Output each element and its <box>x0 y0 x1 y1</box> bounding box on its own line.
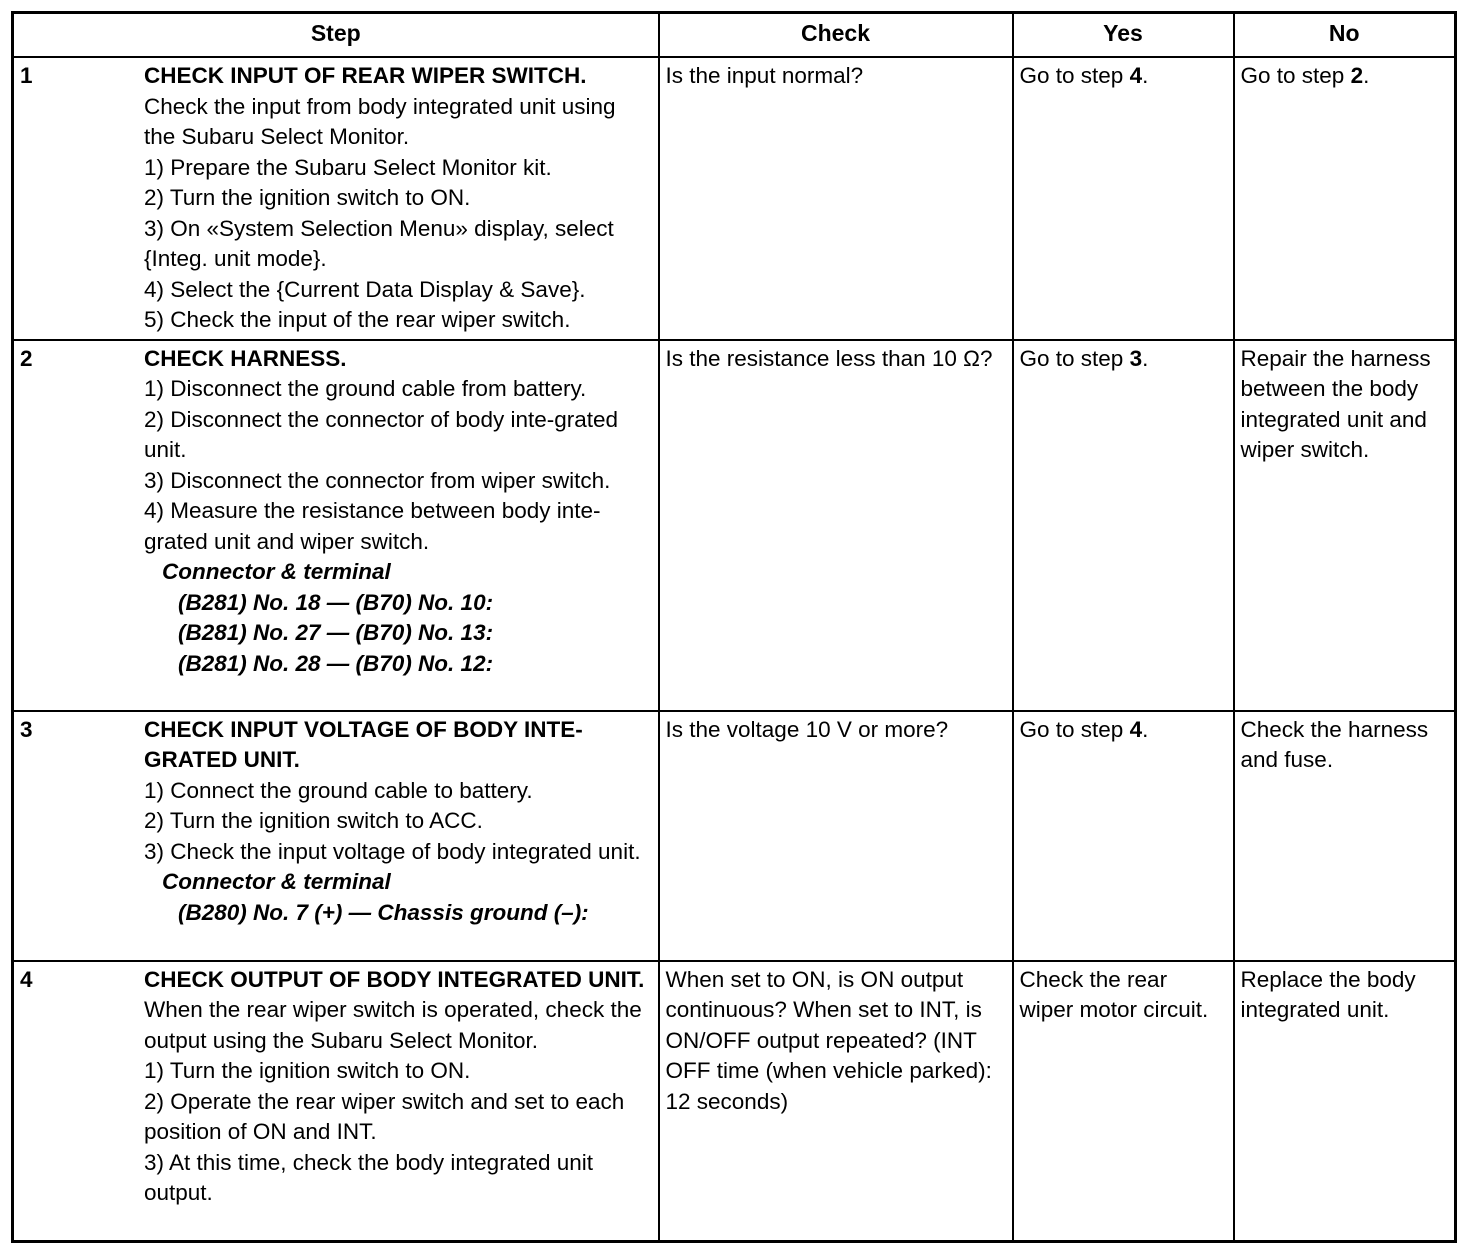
table-row <box>13 57 1456 340</box>
step-title: CHECK INPUT VOLTAGE OF BODY INTE-GRATED UNIT. <box>144 716 583 772</box>
connector-terminal-value: (B281) No. 18 — (B70) No. 10: <box>178 589 494 615</box>
table-row <box>13 961 1456 1242</box>
yes-prefix: Go to step <box>1019 716 1130 742</box>
step-instruction: 2) Turn the ignition switch to ON. <box>144 185 471 210</box>
step-number: 4 <box>20 966 33 992</box>
yes-cell <box>1013 711 1234 961</box>
step-instruction: 4) Measure the resistance between body inte-grated unit and wiper switch. <box>144 498 601 554</box>
connector-terminal-value: (B281) No. 28 — (B70) No. 12: <box>178 650 494 676</box>
step-instruction: 1) Prepare the Subaru Select Monitor kit. <box>144 154 552 180</box>
no-cell: Replace the body integrated unit. <box>1234 961 1456 1242</box>
step-instruction: 1) Connect the ground cable to battery. <box>144 777 533 803</box>
connector-terminal-value: (B280) No. 7 (+) — Chassis ground (–): <box>178 899 589 925</box>
step-cell <box>13 340 659 711</box>
connector-terminal-value: (B281) No. 27 — (B70) No. 13: <box>178 620 494 645</box>
step-instruction: 3) On «System Selection Menu» display, select {Integ. unit mode}. <box>144 215 614 271</box>
step-cell <box>13 961 659 1242</box>
step-number: 3 <box>20 716 33 742</box>
step-instruction: 3) Check the input voltage of body integrated unit. <box>144 838 641 864</box>
step-instruction: When the rear wiper switch is operated, check the output using the Subaru Select Monitor. <box>144 997 642 1053</box>
no-suffix: . <box>1363 63 1370 88</box>
no-step-ref: 2 <box>1350 63 1364 88</box>
check-cell: Is the resistance less than 10 Ω? <box>659 340 1013 711</box>
header-check: Check <box>659 13 1013 58</box>
step-instruction: 1) Disconnect the ground cable from battery. <box>144 376 587 401</box>
yes-suffix: . <box>1142 63 1149 88</box>
yes-prefix: Go to step <box>1019 345 1130 371</box>
step-instruction: 5) Check the input of the rear wiper switch. <box>144 307 571 332</box>
step-instruction: 3) Disconnect the connector from wiper switch. <box>144 467 611 493</box>
connector-terminal-label: Connector & terminal <box>162 869 391 894</box>
yes-prefix: Go to step <box>1019 63 1130 88</box>
step-instruction: 2) Operate the rear wiper switch and set to each position of ON and INT. <box>144 1088 625 1144</box>
step-cell <box>13 711 659 961</box>
header-row <box>13 13 1456 58</box>
step-instruction: 4) Select the {Current Data Display & Save}. <box>144 276 586 302</box>
header-no: No <box>1234 13 1456 58</box>
yes-step-ref: 3 <box>1129 345 1143 371</box>
yes-suffix: . <box>1142 716 1149 742</box>
no-cell <box>1234 57 1456 340</box>
yes-step-ref: 4 <box>1129 63 1143 88</box>
step-instruction: 2) Disconnect the connector of body inte-grated unit. <box>144 406 619 462</box>
yes-cell <box>1013 340 1234 711</box>
header-yes: Yes <box>1013 13 1234 58</box>
step-number: 2 <box>20 345 33 371</box>
no-cell: Check the harness and fuse. <box>1234 711 1456 961</box>
check-cell: Is the voltage 10 V or more? <box>659 711 1013 961</box>
step-number: 1 <box>20 63 33 88</box>
step-instruction: 2) Turn the ignition switch to ACC. <box>144 808 483 833</box>
table-row <box>13 340 1456 711</box>
step-instruction: 1) Turn the ignition switch to ON. <box>144 1058 471 1083</box>
yes-cell <box>1013 57 1234 340</box>
step-instruction: 3) At this time, check the body integrated unit output. <box>144 1149 594 1205</box>
yes-step-ref: 4 <box>1129 716 1143 742</box>
diagnostic-procedure-table <box>11 11 1457 1243</box>
check-cell: When set to ON, is ON output continuous? When set to INT, is ON/OFF output repeated? (INT OFF time (when vehicle parked): 12 seconds) <box>659 961 1013 1242</box>
step-title: CHECK OUTPUT OF BODY INTEGRATED UNIT. <box>144 966 645 992</box>
no-prefix: Go to step <box>1240 63 1351 88</box>
no-cell: Repair the harness between the body integrated unit and wiper switch. <box>1234 340 1456 711</box>
connector-terminal-label: Connector & terminal <box>162 559 391 584</box>
step-title: CHECK INPUT OF REAR WIPER SWITCH. <box>144 63 587 88</box>
step-cell <box>13 57 659 340</box>
check-cell: Is the input normal? <box>659 57 1013 340</box>
table-row <box>13 711 1456 961</box>
yes-cell: Check the rear wiper motor circuit. <box>1013 961 1234 1242</box>
yes-suffix: . <box>1142 345 1149 371</box>
step-title: CHECK HARNESS. <box>144 345 347 371</box>
header-step: Step <box>13 13 659 58</box>
step-instruction: Check the input from body integrated unit using the Subaru Select Monitor. <box>144 93 616 149</box>
